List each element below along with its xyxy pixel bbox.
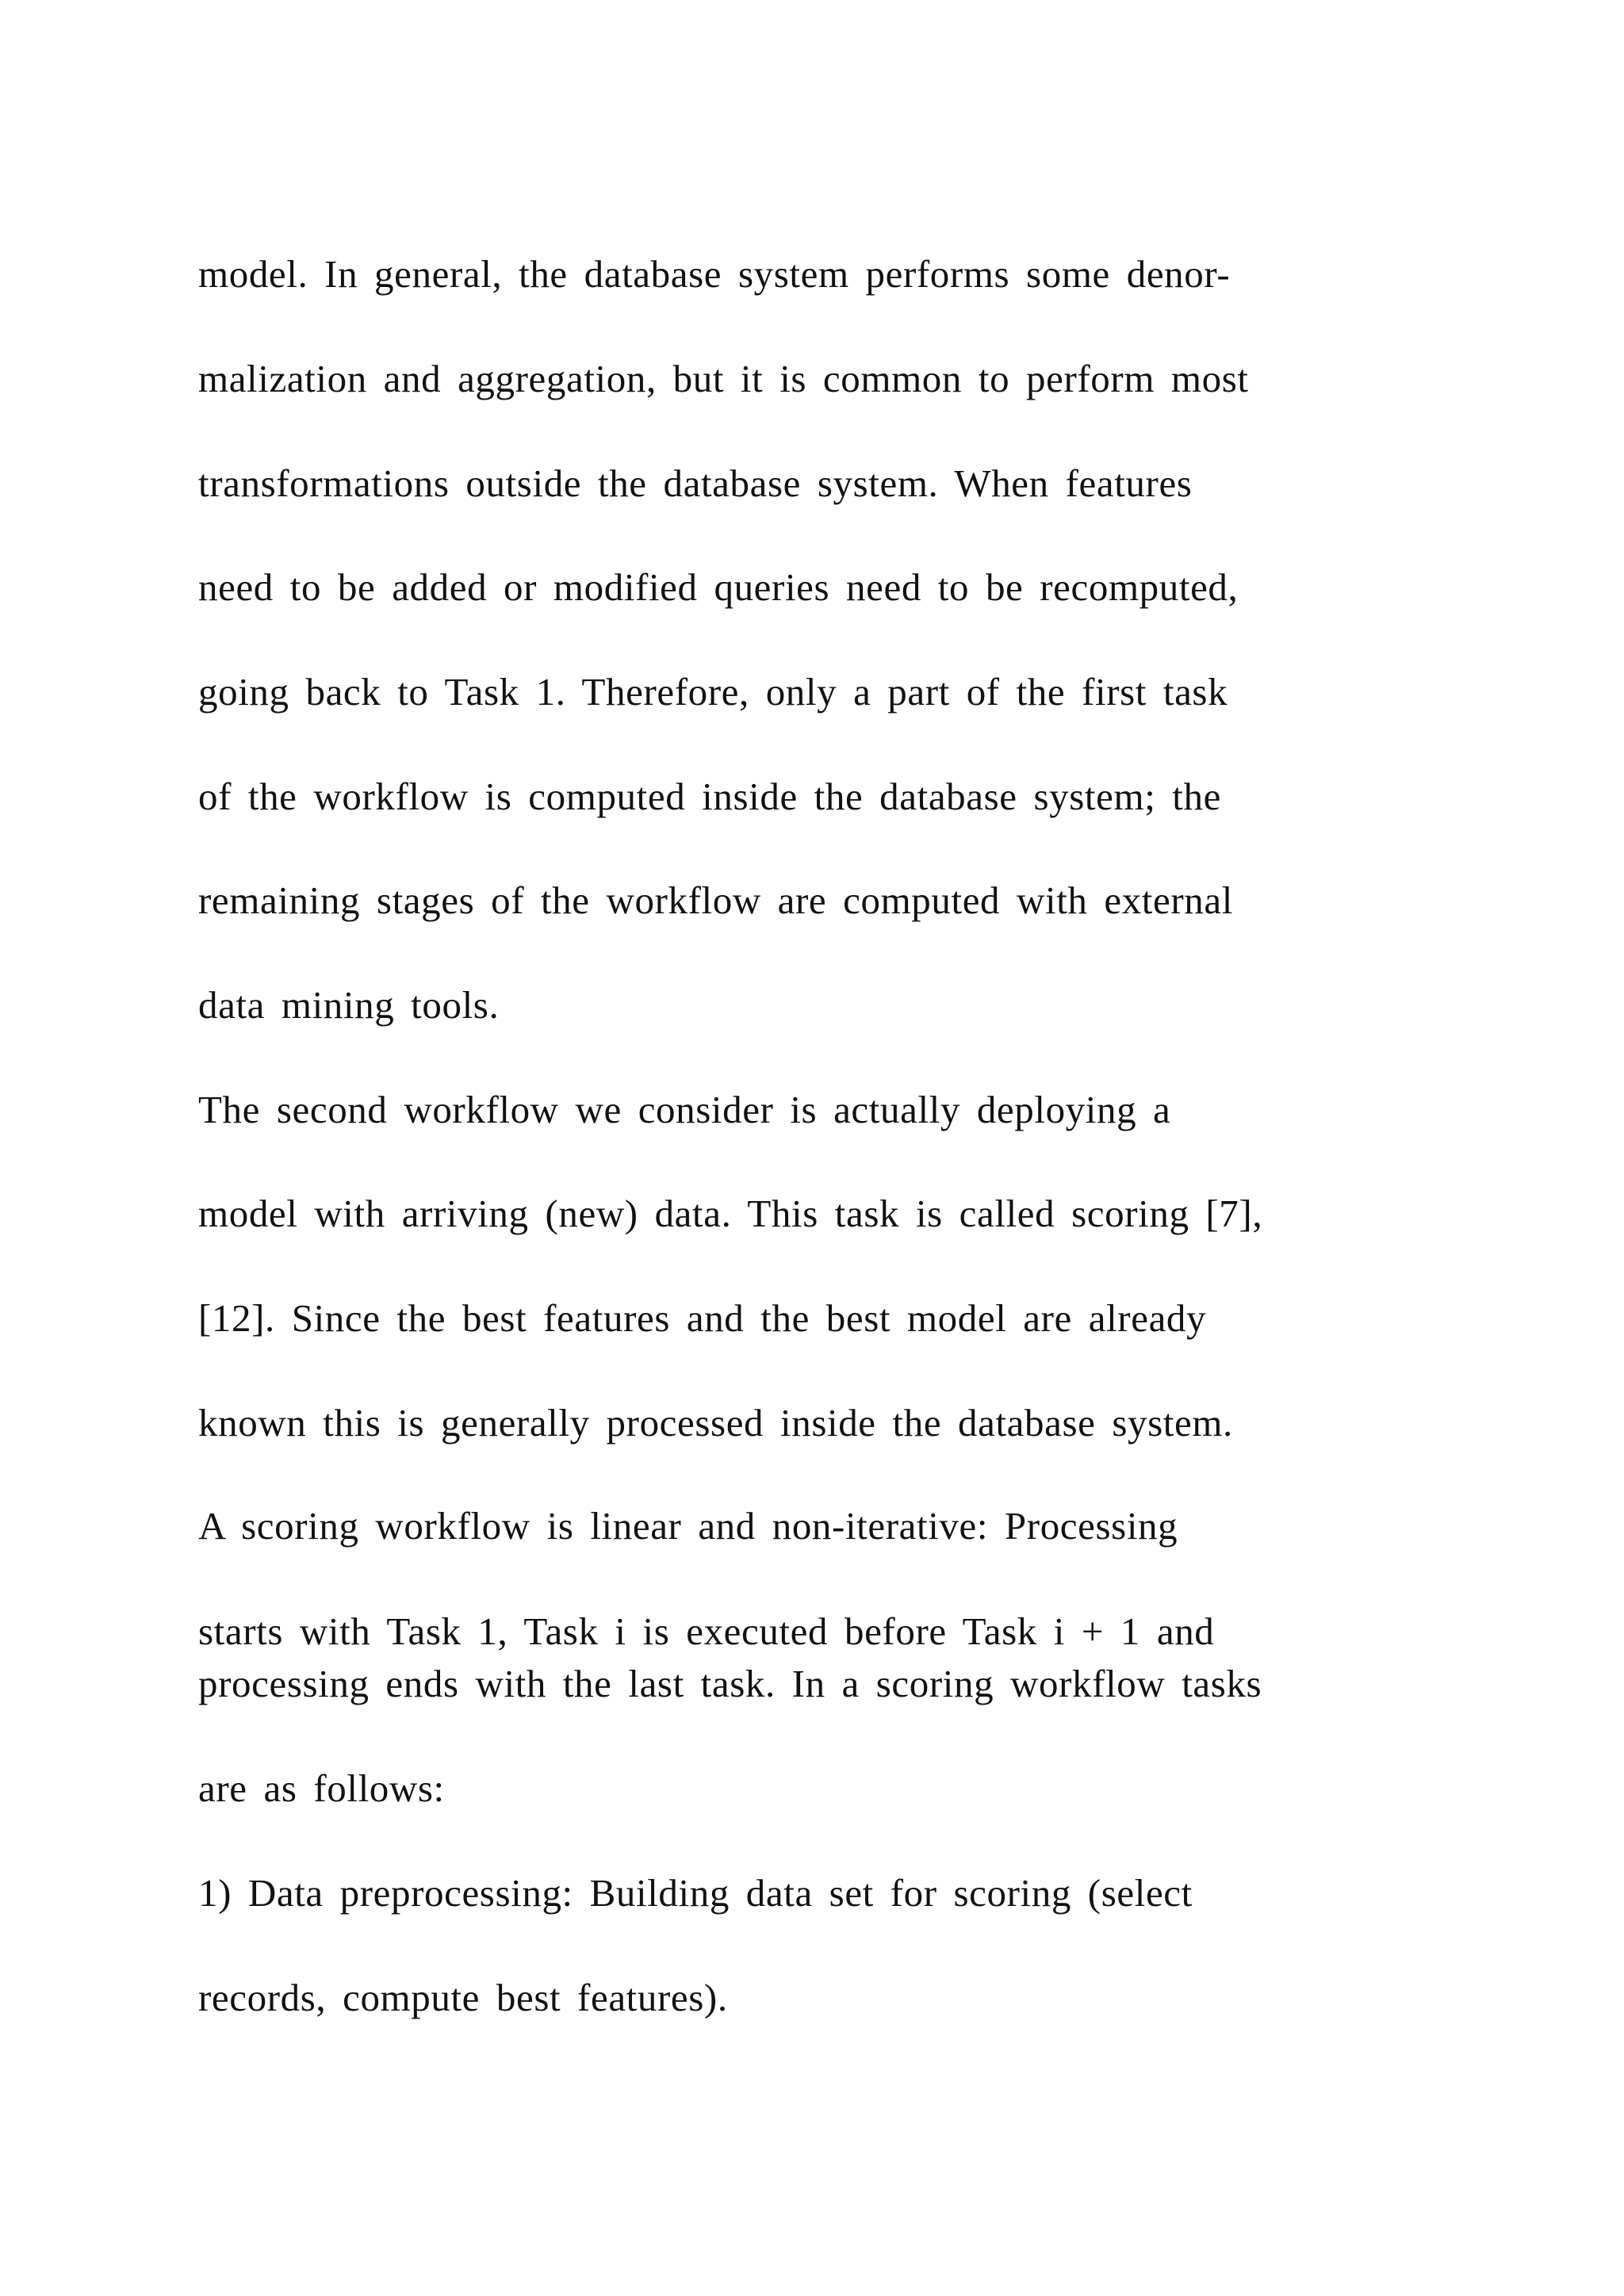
text-line: [12]. Since the best features and the best model are already xyxy=(198,1296,1207,1340)
text-line: processing ends with the last task. In a scoring workflow tasks xyxy=(198,1662,1262,1705)
text-line: remaining stages of the workflow are computed with external xyxy=(198,878,1233,922)
text-line: data mining tools. xyxy=(198,983,500,1027)
text-line: need to be added or modified queries need to be recomputed, xyxy=(198,565,1239,609)
text-line: malization and aggregation, but it is common to perform most xyxy=(198,357,1249,400)
text-line: of the workflow is computed inside the database system; the xyxy=(198,775,1221,818)
text-line: are as follows: xyxy=(198,1766,445,1810)
text-line: going back to Task 1. Therefore, only a part of the first task xyxy=(198,670,1228,714)
text-line: model. In general, the database system performs some denor- xyxy=(198,252,1231,296)
text-line: 1) Data preprocessing: Building data set for scoring (select xyxy=(198,1871,1193,1915)
text-line: known this is generally processed inside the database system. xyxy=(198,1401,1233,1445)
text-line: transformations outside the database system. When features xyxy=(198,461,1193,505)
text-line: model with arriving (new) data. This task is called scoring [7], xyxy=(198,1192,1263,1235)
text-line: The second workflow we consider is actually deploying a xyxy=(198,1088,1171,1131)
text-line: records, compute best features). xyxy=(198,1976,728,2019)
text-line: starts with Task 1, Task i is executed before Task i + 1 and xyxy=(198,1609,1215,1653)
text-line: A scoring workflow is linear and non-iterative: Processing xyxy=(198,1504,1178,1548)
